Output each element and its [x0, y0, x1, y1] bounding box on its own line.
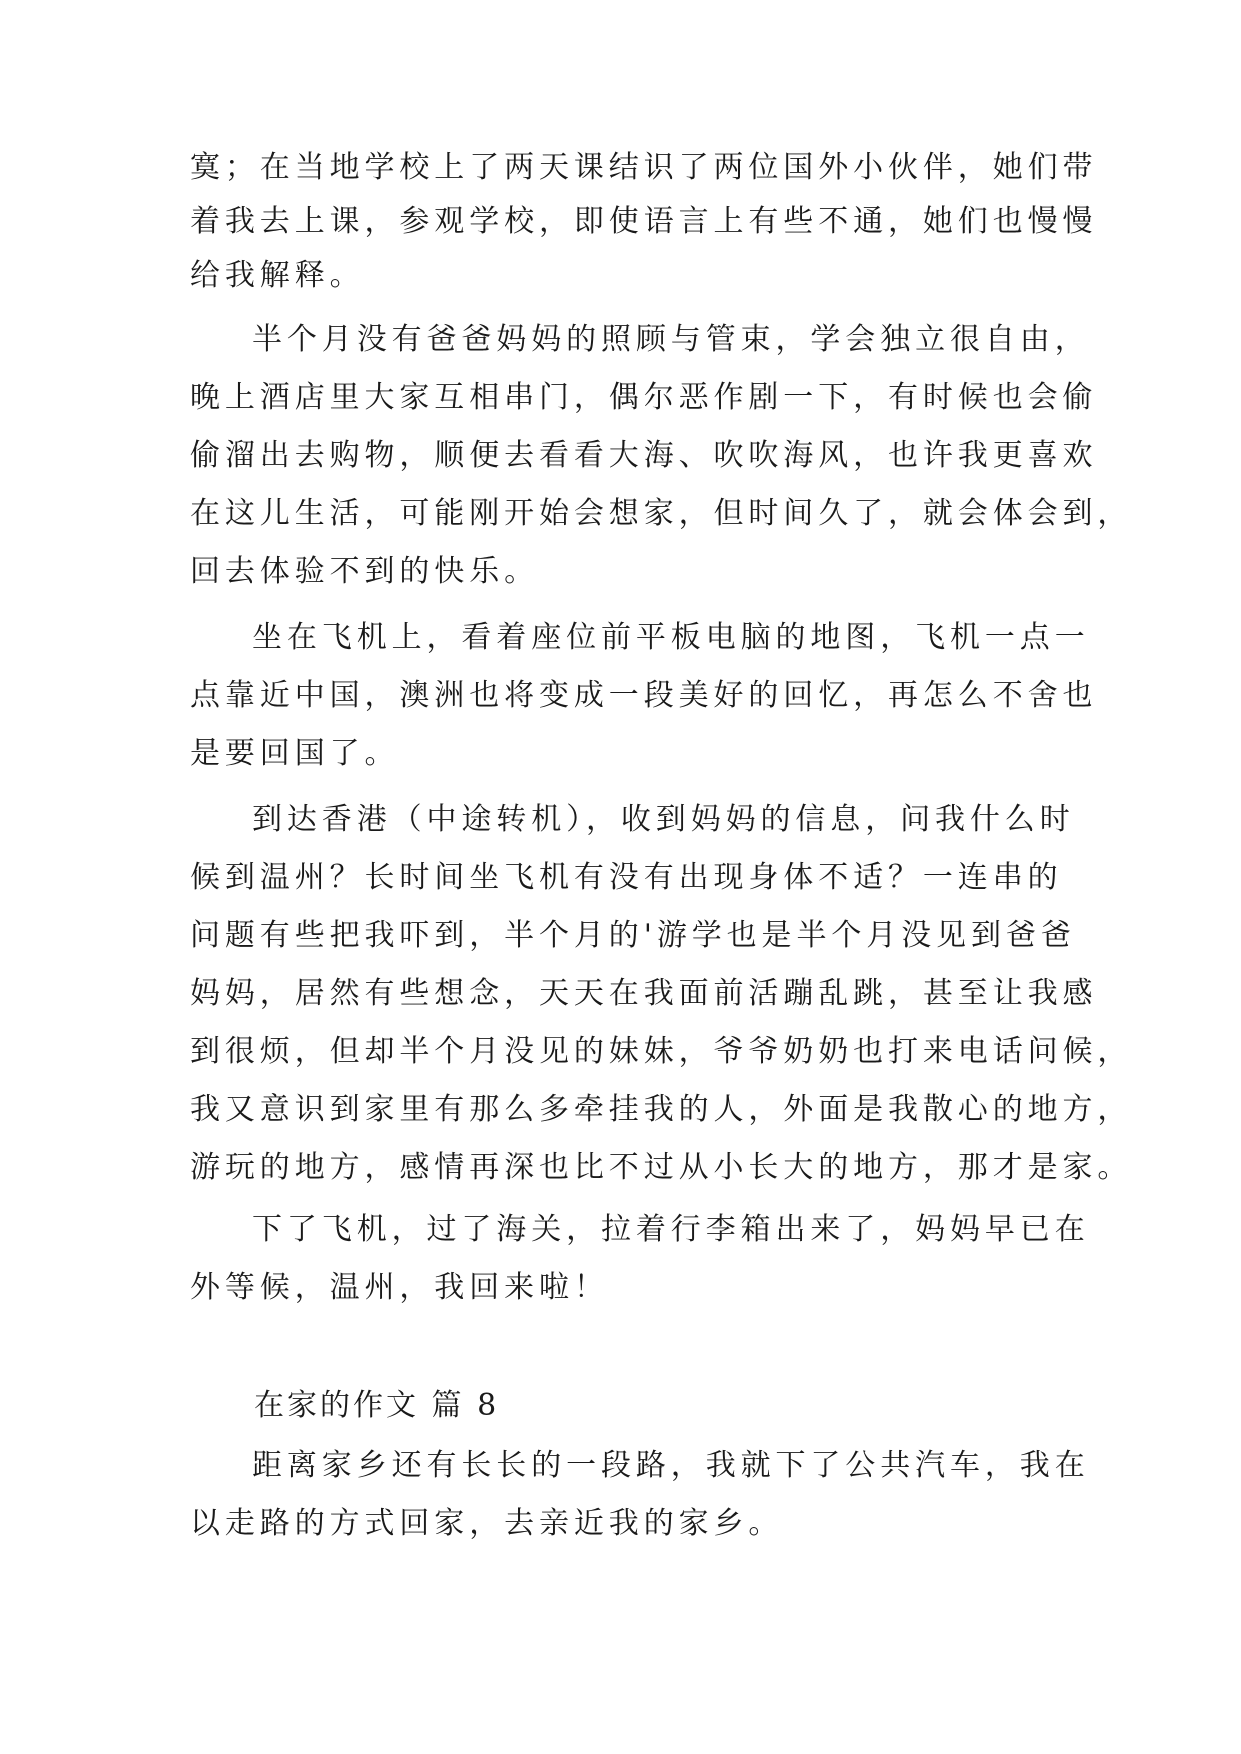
paragraph-start-line: 坐在飞机上，看着座位前平板电脑的地图，飞机一点一 [252, 620, 1090, 655]
text-line: 给我解释。 [190, 258, 365, 293]
text-line: 问题有些把我吓到，半个月的'游学也是半个月没见到爸爸 [190, 918, 1076, 953]
text-line: 是要回国了。 [190, 736, 400, 771]
paragraph-start-line: 下了飞机，过了海关，拉着行李箱出来了，妈妈早已在 [252, 1212, 1090, 1247]
paragraph-start-line: 半个月没有爸爸妈妈的照顾与管束，学会独立很自由， [252, 322, 1090, 357]
text-line: 以走路的方式回家，去亲近我的家乡。 [190, 1506, 784, 1541]
text-line: 候到温州？长时间坐飞机有没有出现身体不适？一连串的 [190, 860, 1063, 895]
text-line: 点靠近中国，澳洲也将变成一段美好的回忆，再怎么不舍也 [190, 678, 1098, 713]
text-line: 偷溜出去购物，顺便去看看大海、吹吹海风，也许我更喜欢 [190, 438, 1098, 473]
text-line: 在这儿生活，可能刚开始会想家，但时间久了，就会体会到， [190, 496, 1133, 531]
text-line: 晚上酒店里大家互相串门，偶尔恶作剧一下，有时候也会偷 [190, 380, 1098, 415]
text-line: 妈妈，居然有些想念，天天在我面前活蹦乱跳，甚至让我感 [190, 976, 1098, 1011]
text-line: 寞；在当地学校上了两天课结识了两位国外小伙伴，她们带 [190, 150, 1098, 185]
section-heading: 在家的作文 篇 8 [254, 1388, 500, 1423]
text-line: 回去体验不到的快乐。 [190, 554, 539, 589]
text-line: 游玩的地方，感情再深也比不过从小长大的地方，那才是家。 [190, 1150, 1133, 1185]
text-line: 外等候，温州，我回来啦！ [190, 1270, 609, 1305]
paragraph-start-line: 到达香港（中途转机），收到妈妈的信息，问我什么时 [252, 802, 1075, 837]
text-line: 到很烦，但却半个月没见的妹妹，爷爷奶奶也打来电话问候， [190, 1034, 1133, 1069]
text-line: 我又意识到家里有那么多牵挂我的人，外面是我散心的地方， [190, 1092, 1133, 1127]
paragraph-start-line: 距离家乡还有长长的一段路，我就下了公共汽车，我在 [252, 1448, 1090, 1483]
text-line: 着我去上课，参观学校，即使语言上有些不通，她们也慢慢 [190, 204, 1098, 239]
